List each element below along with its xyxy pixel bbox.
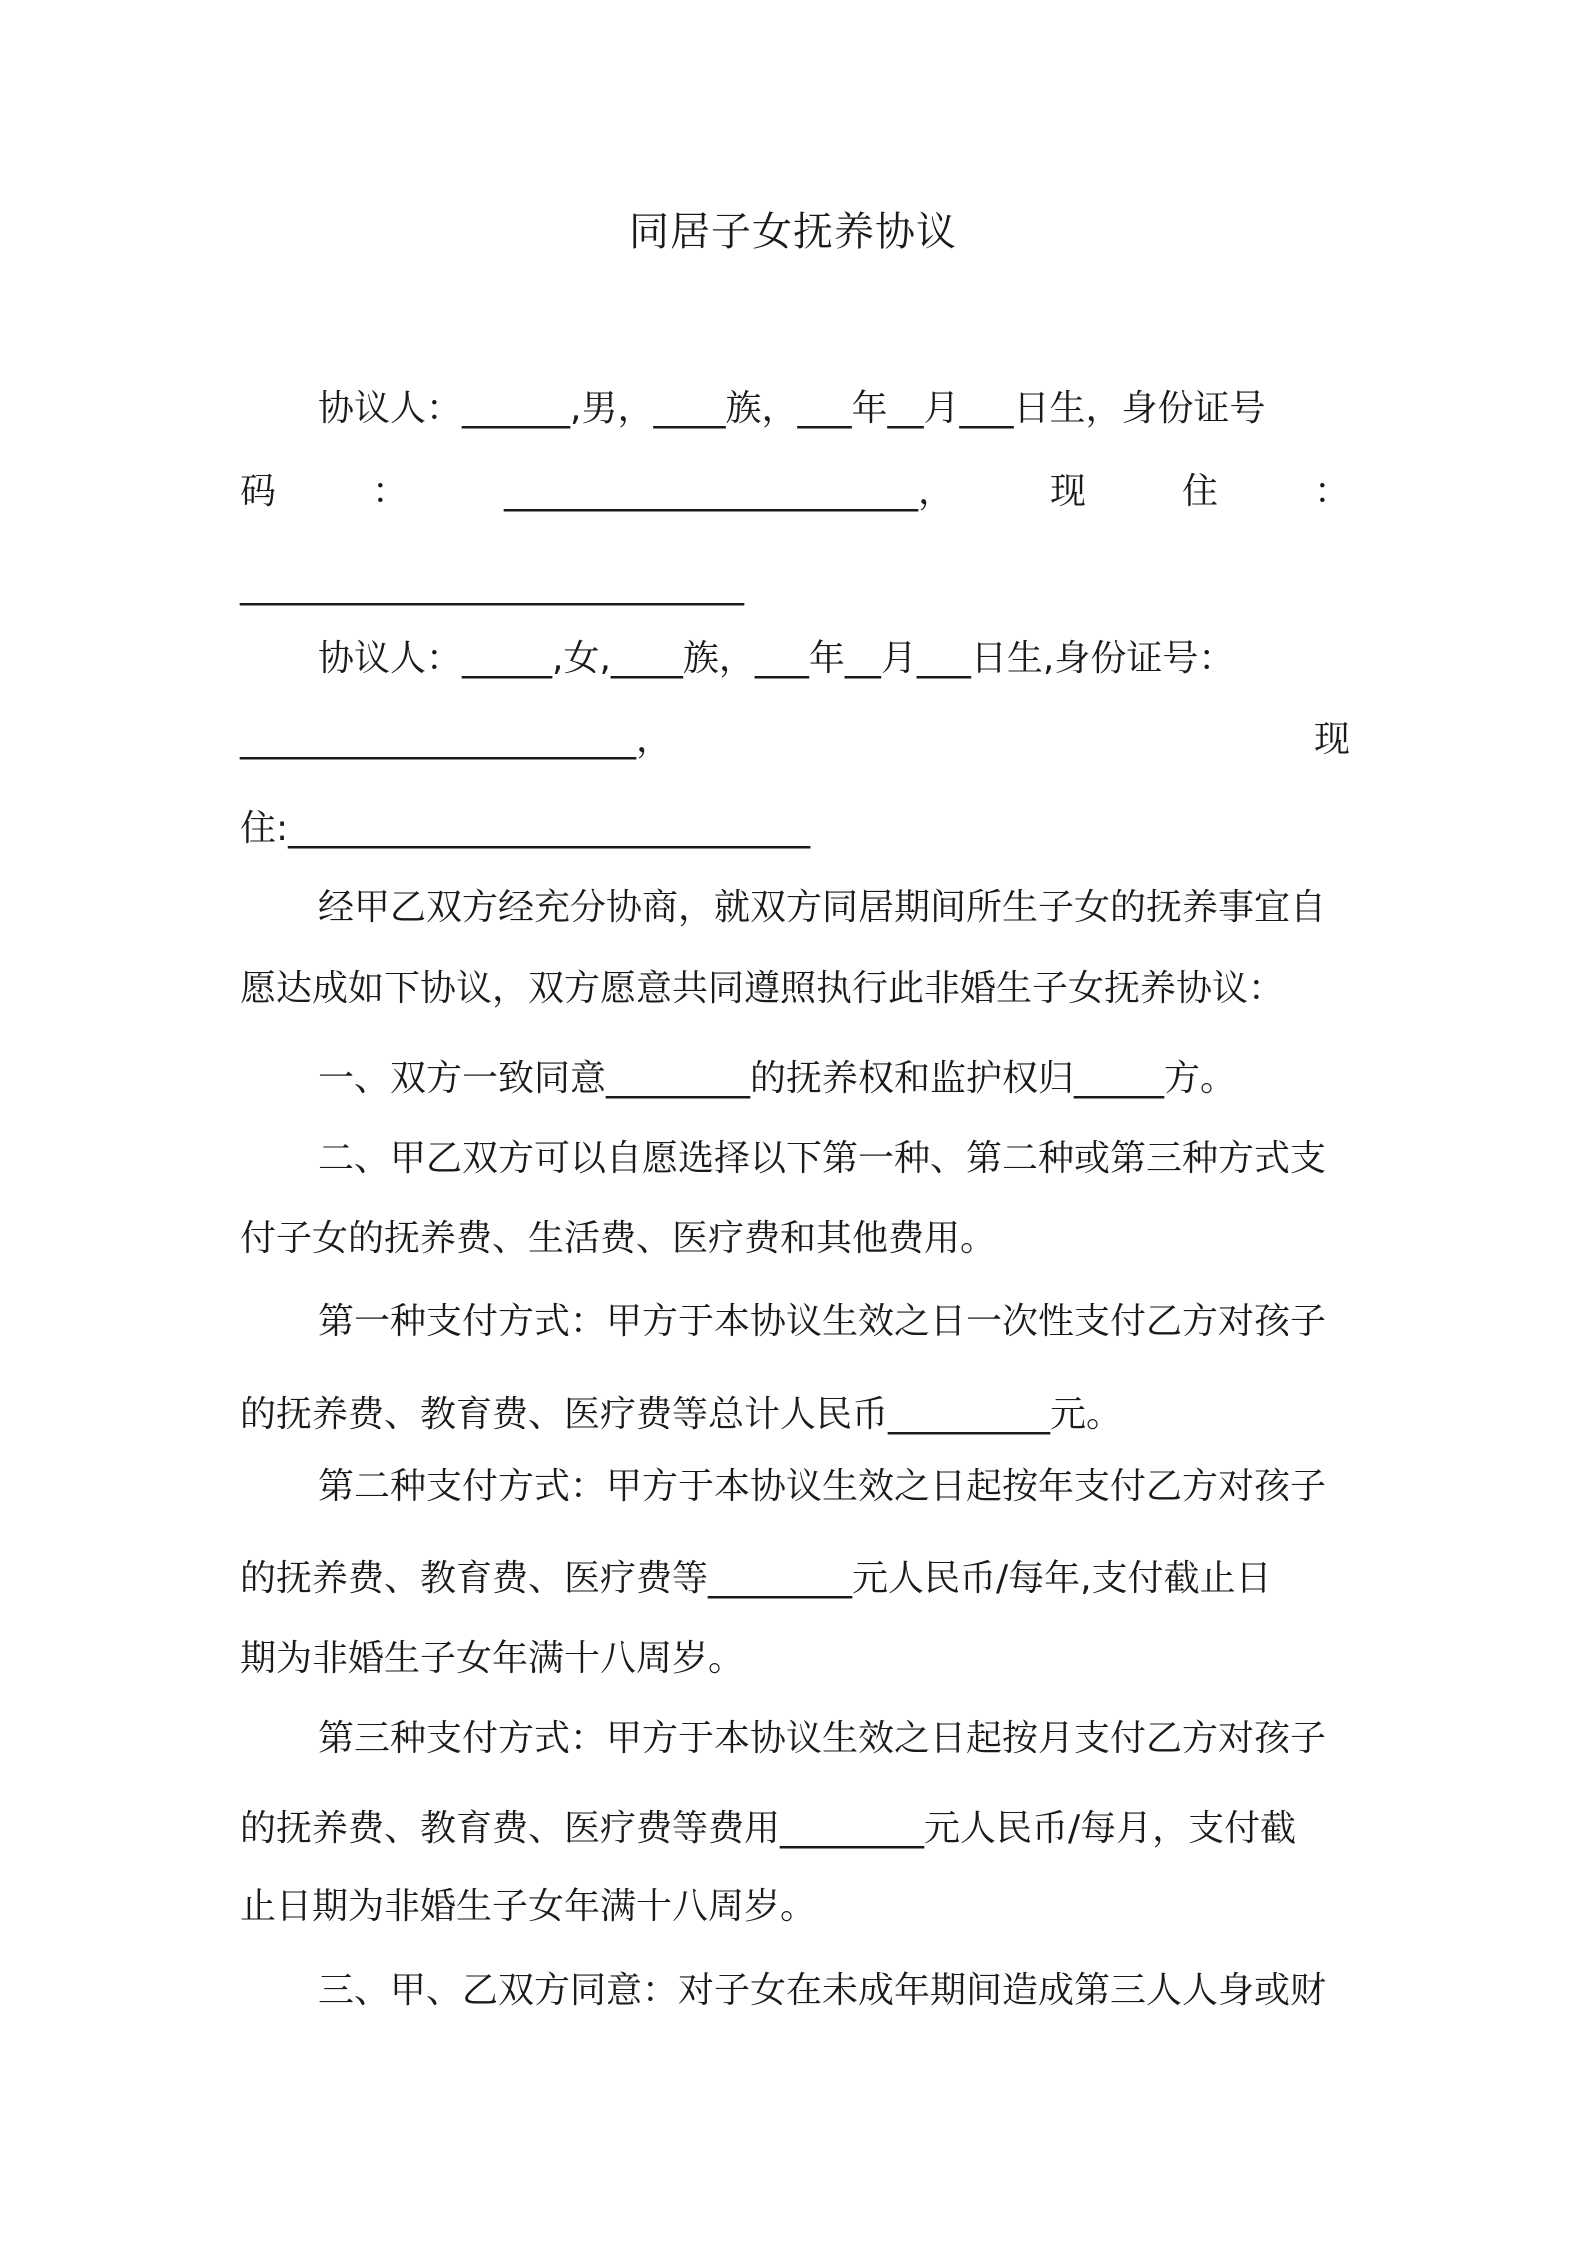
party2-address-line: 住:_____________________________ bbox=[240, 808, 811, 849]
party1-line1: 协议人：______,男，____族，___年__月___日生，身份证号 bbox=[318, 388, 1266, 429]
party1-id-blank: _______________________， bbox=[504, 471, 954, 512]
party2-id-blank: ______________________， bbox=[240, 719, 672, 760]
intro-line1: 经甲乙双方经充分协商，就双方同居期间所生子女的抚养事宜自 bbox=[318, 887, 1327, 928]
method2-line1: 第二种支付方式：甲方于本协议生效之日起按年支付乙方对孩子 bbox=[318, 1466, 1327, 1507]
party1-line2-seg: 住 bbox=[1181, 471, 1218, 512]
intro-line2: 愿达成如下协议，双方愿意共同遵照执行此非婚生子女抚养协议： bbox=[240, 968, 1285, 1009]
clause2-line2: 付子女的抚养费、生活费、医疗费和其他费用。 bbox=[240, 1218, 997, 1259]
party1-line2 bbox=[240, 468, 1350, 516]
method1-line1: 第一种支付方式：甲方于本协议生效之日一次性支付乙方对孩子 bbox=[318, 1301, 1327, 1342]
method2-line2: 的抚养费、教育费、医疗费等________元人民币/每年,支付截止日 bbox=[240, 1558, 1272, 1599]
method2-line3: 期为非婚生子女年满十八周岁。 bbox=[240, 1638, 745, 1679]
method1-line2: 的抚养费、教育费、医疗费等总计人民币_________元。 bbox=[240, 1394, 1123, 1435]
method3-line3: 止日期为非婚生子女年满十八周岁。 bbox=[240, 1886, 817, 1927]
page-title: 同居子女抚养协议 bbox=[629, 209, 957, 255]
clause3-line1: 三、甲、乙双方同意：对子女在未成年期间造成第三人人身或财 bbox=[318, 1970, 1327, 2011]
party1-line2-seg: 现 bbox=[1049, 471, 1086, 512]
party1-line2-seg: 码 bbox=[240, 471, 277, 512]
party2-line1: 协议人：_____,女,____族，___年__月___日生,身份证号： bbox=[318, 638, 1235, 679]
method3-line2: 的抚养费、教育费、医疗费等费用________元人民币/每月，支付截 bbox=[240, 1808, 1297, 1849]
party2-line2-seg: 现 bbox=[1313, 719, 1350, 760]
clause2-line1: 二、甲乙双方可以自愿选择以下第一种、第二种或第三种方式支 bbox=[318, 1138, 1327, 1179]
clause1: 一、双方一致同意________的抚养权和监护权归_____方。 bbox=[318, 1058, 1237, 1099]
party1-line2-seg: ： bbox=[372, 471, 409, 512]
method3-line1: 第三种支付方式：甲方于本协议生效之日起按月支付乙方对孩子 bbox=[318, 1718, 1327, 1759]
party2-line2 bbox=[240, 716, 1350, 764]
party1-line2-seg: ： bbox=[1313, 471, 1350, 512]
party1-address-blank: ____________________________ bbox=[240, 565, 744, 606]
